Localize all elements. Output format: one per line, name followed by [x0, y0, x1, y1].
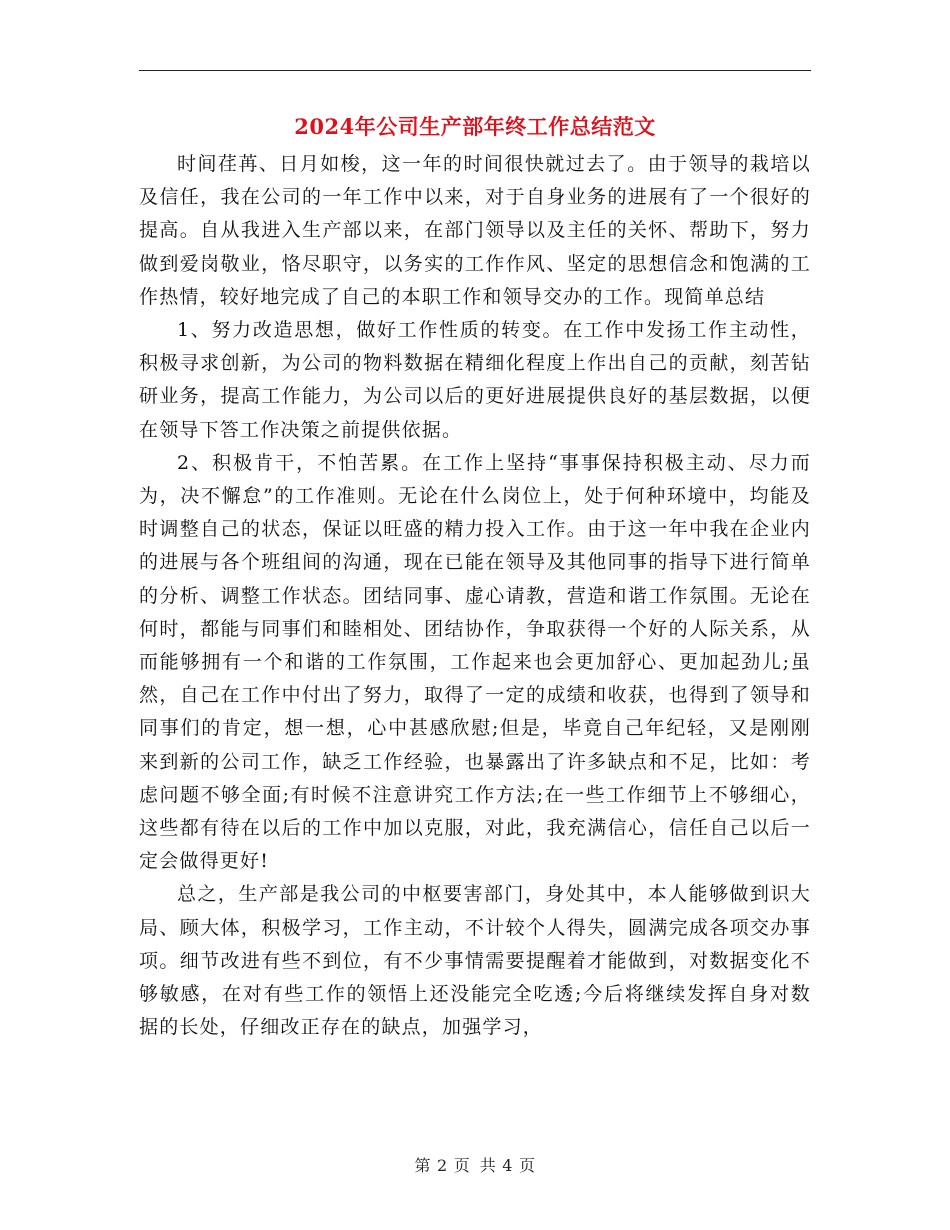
header-rule: [139, 70, 811, 71]
page-label-suffix: 页: [518, 1156, 536, 1175]
page-total: 4: [502, 1156, 513, 1175]
paragraph-point-1: 1、努力改造思想，做好工作性质的转变。在工作中发扬工作主动性，积极寻求创新，为公司的物料数据在精细化程度上作出自己的贡献，刻苦钻研业务，提高工作能力，为公司以后的更好进展提供良好的基层数据，以便在领导下答工作决策之前提供依据。: [139, 319, 811, 441]
paragraph-summary: 总之，生产部是我公司的中枢要害部门，身处其中，本人能够做到识大局、顾大体，积极学习，工作主动，不计较个人得失，圆满完成各项交办事项。细节改进有些不到位，有不少事情需要提醒着才能做到，对数据变化不够敏感，在对有些工作的领悟上还没能完全吃透;今后将继续发挥自身对数据的长处，仔细改正存在的缺点，加强学习，: [139, 883, 811, 1039]
paragraph-point-2: 2、积极肯干，不怕苦累。在工作上坚持“事事保持积极主动、尽力而为，决不懈怠”的工作准则。无论在什么岗位上，处于何种环境中，均能及时调整自己的状态，保证以旺盛的精力投入工作。由于这一年中我在企业内的进展与各个班组间的沟通，现在已能在领导及其他同事的指导下进行简单的分析、调整工作状态。团结同事、虚心请教，营造和谐工作氛围。无论在何时，都能与同事们和睦相处、团结协作，争取获得一个好的人际关系，从而能够拥有一个和谐的工作氛围，工作起来也会更加舒心、更加起劲儿;虽然，自己在工作中付出了努力，取得了一定的成绩和收获，也得到了领导和同事们的肯定，想一想，心中甚感欣慰;但是，毕竟自己年纪轻，又是刚刚来到新的公司工作，缺乏工作经验，也暴露出了许多缺点和不足，比如：考虑问题不够全面;有时候不注意讲究工作方法;在一些工作细节上不够细心，这些都有待在以后的工作中加以克服，对此，我充满信心，信任自己以后一定会做得更好!: [139, 451, 811, 873]
page-footer: [0, 1153, 950, 1176]
page-label-mid: 页 共: [453, 1156, 497, 1175]
page-label-prefix: 第: [414, 1156, 432, 1175]
document-title: 2024年公司生产部年终工作总结范文: [294, 114, 656, 139]
page-current: 2: [437, 1156, 448, 1175]
paragraph-intro: 时间荏苒、日月如梭，这一年的时间很快就过去了。由于领导的栽培以及信任，我在公司的一年工作中以来，对于自身业务的进展有了一个很好的提高。自从我进入生产部以来，在部门领导以及主任的关怀、帮助下，努力做到爱岗敬业，恪尽职守，以务实的工作作风、坚定的思想信念和饱满的工作热情，较好地完成了自己的本职工作和领导交办的工作。现简单总结: [139, 153, 811, 308]
document-body: [139, 148, 811, 1044]
